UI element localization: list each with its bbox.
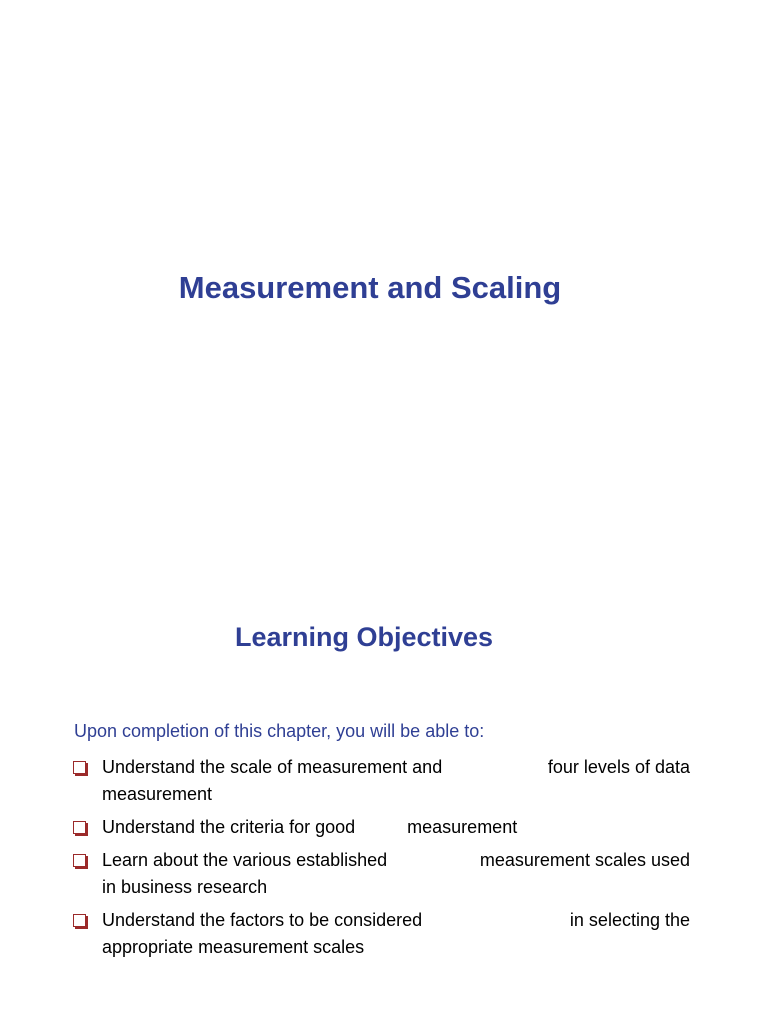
list-item	[72, 754, 690, 808]
checkbox-square-icon	[73, 761, 86, 774]
objective-text: Learn about the various established	[102, 850, 388, 870]
checkbox-square-icon	[73, 821, 86, 834]
objective-text: Understand the criteria for good	[102, 817, 356, 837]
objective-text: Understand the factors to be considered	[102, 910, 423, 930]
section-heading: Learning Objectives	[234, 622, 494, 652]
list-item	[72, 907, 690, 961]
objective-text: four levels of data	[547, 757, 690, 777]
objective-text: measurement	[102, 784, 213, 804]
checkbox-square-icon	[73, 854, 86, 867]
list-item	[72, 847, 690, 901]
objective-text: in selecting the	[569, 910, 690, 930]
objective-text: measurement scales used	[479, 850, 690, 870]
checkbox-square-icon	[73, 914, 86, 927]
objective-text: Understand the scale of measurement and	[102, 757, 443, 777]
intro-text: Upon completion of this chapter, you will be able to:	[74, 721, 485, 741]
objective-text: in business research	[102, 877, 268, 897]
objective-text: appropriate measurement scales	[102, 937, 365, 957]
objectives-list	[72, 754, 690, 967]
list-item	[72, 814, 690, 841]
page-title: Measurement and Scaling	[178, 270, 562, 305]
objective-text: measurement	[407, 817, 518, 837]
